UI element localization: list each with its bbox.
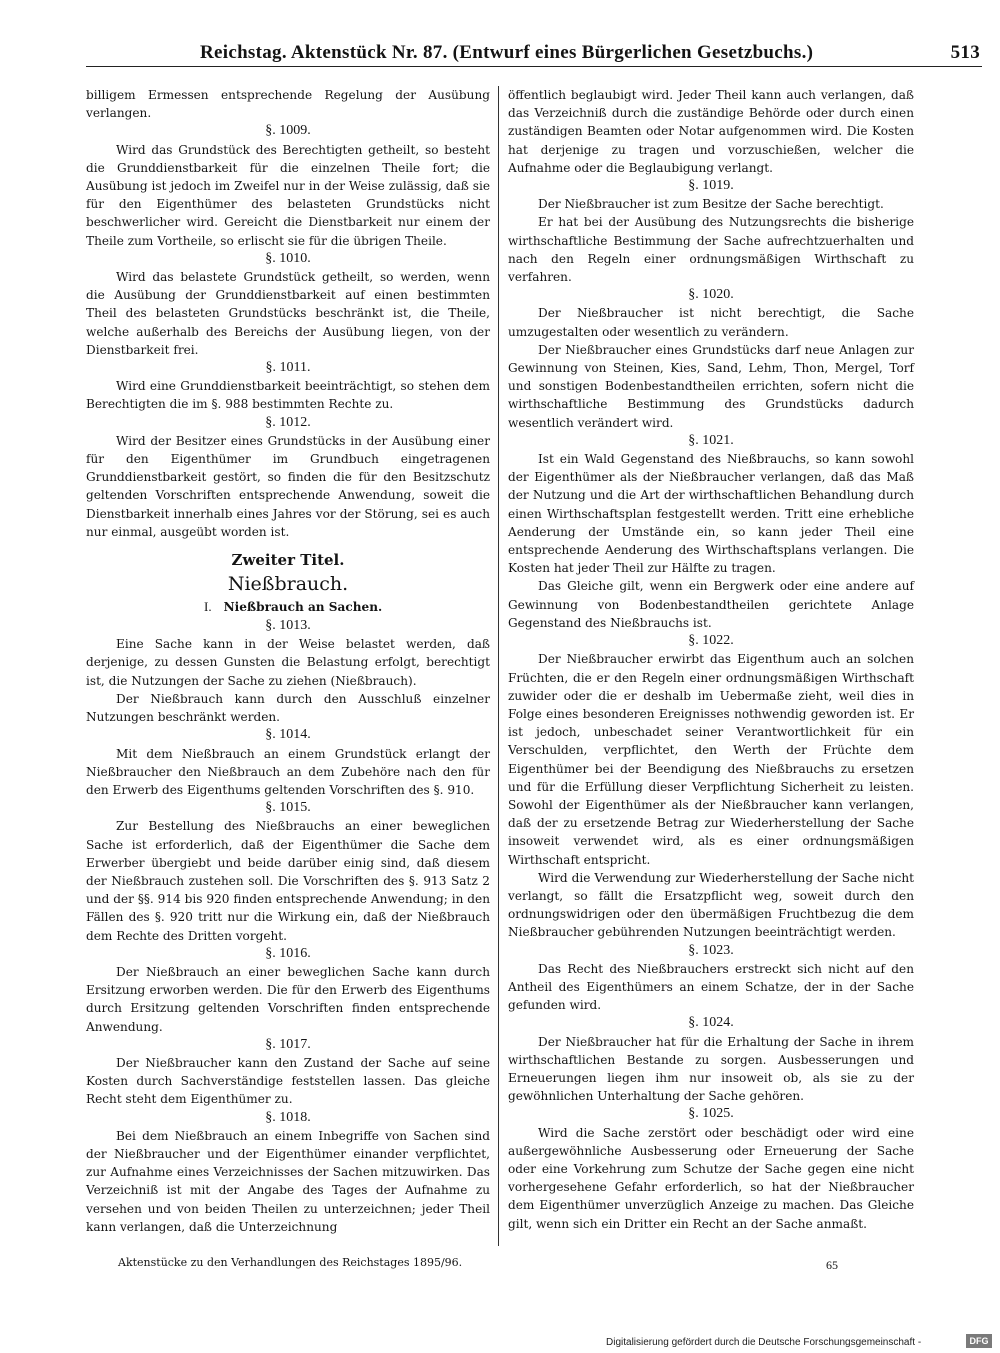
paragraph: Bei dem Nießbrauch an einem Inbegriffe von Sachen sind der Nießbraucher und der Eigenthümer einander verpflichtet, zur Aufnahme eines Verzeichnisses der Sachen mitzuwirken. Das Verzeichniß ist mit der Angabe des Tages der Aufnahme zu versehen und von beiden Theilen zu unterzeichnen; jeder Theil kann verlangen, daß die Unterzeichnung (86, 1128, 490, 1234)
paragraph: Der Nießbraucher erwirbt das Eigenthum auch an solchen Früchten, die er den Regeln einer ordnungsmäßigen Wirthschaft zuwider oder die er deshalb im Uebermaße zieht, weil dies in Folge eines besonderen Ereignisses nothwendig geworden ist. Er ist jedoch, unbeschadet seiner Verantwortlichkeit für ein Verschulden, verpflichtet, den Werth der Früchte dem Eigenthümer bei der Beendigung des Nießbrauchs zu ersetzen und für die Erfüllung dieser Verpflichtung Sicherheit zu leisten. Sowohl der Eigenthümer als der Nießbraucher kann verlangen, daß der zu ersetzende Betrag zur Wiederherstellung der Sache insoweit verwendet wird, als es einer ordnungsmäßigen Wirthschaft entspricht. (508, 652, 914, 867)
paragraph: Der Nießbrauch an einer beweglichen Sache kann durch Ersitzung erworben werden. Die für den Erwerb des Eigenthums durch Ersitzung geltenden Vorschriften finden entsprechende Anwendung. (86, 964, 490, 1034)
paragraph: Wird die Sache zerstört oder beschädigt oder wird eine außergewöhnliche Ausbesserung oder Erneuerung der Sache oder eine Vorkehrung zum Schutze der Sache gegen eine nicht vorhergesehene Gefahr erforderlich, so hat der Nießbraucher dem Eigenthümer unverzüglich Anzeige zu machen. Das Gleiche gilt, wenn sich ein Dritter ein Recht an der Sache anmaßt. (508, 1125, 914, 1231)
footer-sheet-number: 65 (826, 1258, 838, 1272)
section-heading: §. 1010. (265, 250, 311, 266)
paragraph: Der Nießbraucher eines Grundstücks darf neue Anlagen zur Gewinnung von Steinen, Kies, Sand, Lehm, Thon, Mergel, Torf und sonstigen Bodenbestandtheilen errichten, sofern nicht die wirthschaftliche Bestimmung des Grundstücks dadurch wesentlich verändert wird. (508, 342, 914, 430)
section-heading: §. 1025. (688, 1106, 734, 1122)
paragraph: Der Nießbraucher kann den Zustand der Sache auf seine Kosten durch Sachverständige feststellen lassen. Das gleiche Recht steht dem Eigenthümer zu. (86, 1055, 490, 1107)
paragraph: Wird der Besitzer eines Grundstücks in der Ausübung einer für den Eigenthümer im Grundbuch eingetragenen Grunddienstbarkeit gestört, so finden die für den Besitzschutz geltenden Vorschriften entsprechende Anwendung, soweit die Dienstbarkeit innerhalb eines Jahres vor der Störung, sei es auch nur einmal, ausgeübt worden ist. (86, 433, 490, 539)
section-heading: §. 1017. (265, 1036, 311, 1052)
paragraph: Wird das belastete Grundstück getheilt, so werden, wenn die Ausübung der Grunddienstbarkeit auf einen bestimmten Theil des belasteten Grundstücks beschränkt ist, die Theile, welche außerhalb des Bereichs der Ausübung liegen, von der Dienstbarkeit frei. (86, 270, 490, 357)
section-heading: §. 1011. (265, 360, 311, 376)
section-heading: §. 1019. (688, 178, 734, 194)
paragraph: Er hat bei der Ausübung des Nutzungsrechts die bisherige wirthschaftliche Bestimmung der Sache aufrechtzuerhalten und nach den Regeln einer ordnungsmäßigen Wirthschaft zu verfahren. (508, 215, 914, 285)
column-divider (498, 86, 499, 1246)
section-heading: §. 1016. (265, 945, 311, 961)
header-rule (86, 66, 982, 67)
section-heading: §. 1013. (265, 618, 311, 634)
paragraph: Der Nießbrauch kann durch den Ausschluß einzelner Nutzungen beschränkt werden. (86, 691, 490, 725)
section-heading: §. 1023. (688, 942, 734, 958)
title-subheading: Nießbrauch. (227, 573, 349, 596)
section-heading: §. 1015. (265, 800, 311, 816)
paragraph: Der Nießbraucher ist nicht berechtigt, die Sache umzugestalten oder wesentlich zu verändern. (508, 306, 914, 339)
paragraph: öffentlich beglaubigt wird. Jeder Theil kann auch verlangen, daß das Verzeichniß durch die zuständige Behörde oder durch einen zuständigen Beamten oder Notar aufgenommen wird. Die Kosten hat derjenige zu tragen und vorzuschießen, welcher die Aufnahme oder die Beglaubigung verlangt. (508, 88, 914, 175)
section-heading: §. 1014. (265, 727, 311, 743)
paragraph: Ist ein Wald Gegenstand des Nießbrauchs, so kann sowohl der Eigenthümer als der Nießbraucher verlangen, daß das Maß der Nutzung und die Art der wirthschaftlichen Behandlung durch einen Wirthschaftsplan festgestellt werden. Tritt eine erhebliche Aenderung der Umstände ein, so kann jeder Theil eine entsprechende Aenderung des Wirthschaftsplans verlangen. Die Kosten hat jeder Theil zur Hälfte zu tragen. (508, 452, 914, 576)
page-number: 513 (950, 42, 980, 63)
footer-source: Aktenstücke zu den Verhandlungen des Reichstages 1895/96. (118, 1256, 463, 1269)
paragraph: Wird das Grundstück des Berechtigten getheilt, so besteht die Grunddienstbarkeit für die einzelnen Theile fort; die Ausübung ist jedoch im Zweifel nur in der Weise zulässig, daß sie für den Eigenthümer des belasteten Grundstücks nicht beschwerlicher wird. Gereicht die Dienstbarkeit nur einem der Theile zum Vortheile, so erlischt sie für die übrigen Theile. (86, 142, 490, 248)
section-heading: §. 1022. (688, 633, 734, 649)
paragraph: Wird eine Grunddienstbarkeit beeinträchtigt, so stehen dem Berechtigten die im §. 988 bestimmten Rechte zu. (86, 379, 490, 412)
title-heading: Zweiter Titel. (231, 551, 345, 570)
paragraph: Der Nießbraucher ist zum Besitze der Sache berechtigt. (538, 197, 884, 212)
subsection-title: Nießbrauch an Sachen. (223, 600, 383, 615)
paragraph: Der Nießbraucher hat für die Erhaltung der Sache in ihrem wirthschaftlichen Bestande zu sorgen. Ausbesserungen und Erneuerungen liegen ihm nur insoweit ob, als sie zu der gewöhnlichen Unterhaltung der Sache gehören. (508, 1034, 914, 1104)
subsection-heading (86, 597, 490, 617)
running-header (200, 42, 980, 64)
dfg-logo-icon: DFG (966, 1334, 992, 1348)
paragraph: Mit dem Nießbrauch an einem Grundstück erlangt der Nießbraucher den Nießbrauch an dem Zubehöre nach den für den Erwerb des Eigenthums geltenden Vorschriften des §. 910. (86, 746, 490, 797)
paragraph: Wird die Verwendung zur Wiederherstellung der Sache nicht verlangt, so fällt die Ersatzpflicht weg, soweit durch den ordnungswidrigen oder den übermäßigen Fruchtbezug die dem Nießbraucher gebührenden Nutzungen beeinträchtigt werden. (508, 870, 914, 940)
section-heading: §. 1009. (265, 123, 311, 139)
paragraph: Das Gleiche gilt, wenn ein Bergwerk oder eine andere auf Gewinnung von Bodenbestandtheilen gerichtete Anlage Gegenstand des Nießbrauchs ist. (508, 579, 914, 630)
section-heading: §. 1018. (265, 1109, 311, 1125)
right-column (508, 86, 914, 1233)
left-column (86, 86, 490, 1236)
paragraph: Eine Sache kann in der Weise belastet werden, daß derjenige, zu dessen Gunsten die Belastung erfolgt, berechtigt ist, die Nutzungen der Sache zu ziehen (Nießbrauch). (86, 637, 490, 688)
subsection-number: I. (204, 599, 212, 615)
section-heading: §. 1012. (265, 414, 311, 430)
section-heading: §. 1021. (688, 432, 734, 448)
section-heading: §. 1024. (688, 1015, 734, 1031)
paragraph: billigem Ermessen entsprechende Regelung der Ausübung verlangen. (86, 88, 490, 121)
paragraph: Das Recht des Nießbrauchers erstreckt sich nicht auf den Antheil des Eigenthümers an einem Schatze, der in der Sache gefunden wird. (508, 961, 914, 1013)
digitization-credit: Digitalisierung gefördert durch die Deutsche Forschungsgemeinschaft - (606, 1337, 922, 1348)
section-heading: §. 1020. (688, 287, 734, 303)
running-title: Reichstag. Aktenstück Nr. 87. (Entwurf eines Bürgerlichen Gesetzbuchs.) (200, 42, 814, 63)
paragraph: Zur Bestellung des Nießbrauchs an einer beweglichen Sache ist erforderlich, daß der Eigenthümer die Sache dem Erwerber übergiebt und beide darüber einig sind, daß diesem der Nießbrauch zustehen soll. Die Vorschriften des §. 913 Satz 2 und der §§. 914 bis 920 finden entsprechende Anwendung; in den Fällen des §. 920 tritt nur die Wirkung ein, daß der Nießbrauch dem Rechte des Dritten vorgeht. (86, 819, 490, 943)
